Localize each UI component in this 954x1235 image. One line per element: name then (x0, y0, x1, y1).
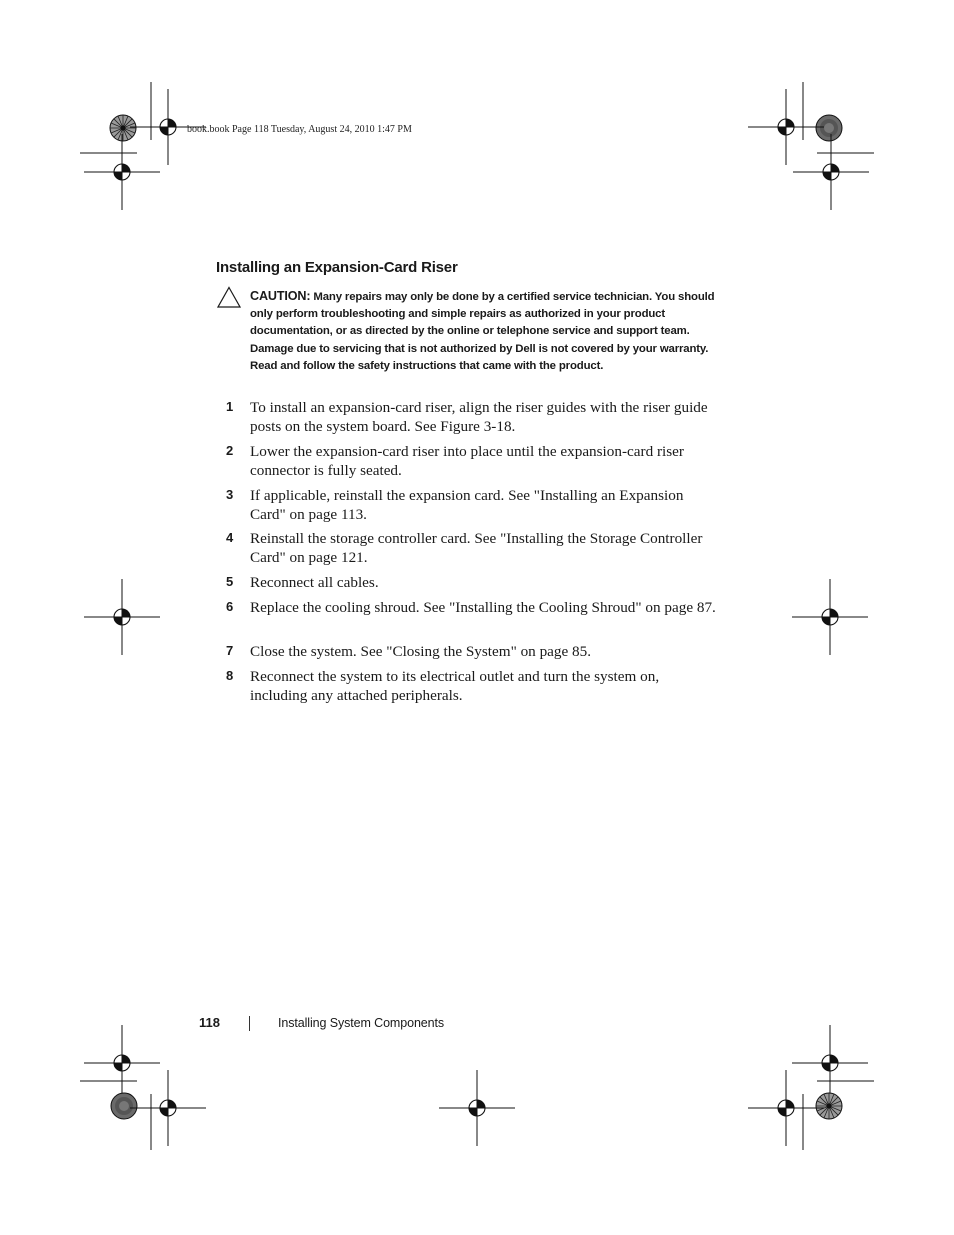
registration-crosshair-icon (84, 579, 160, 655)
step-text: Reconnect the system to its electrical outlet and turn the system on, including any attached peripherals. (250, 668, 660, 705)
step-text: Reinstall the storage controller card. See "Installing the Storage Controller Card" on page 121. (250, 530, 703, 567)
registration-crosshair-icon (793, 134, 869, 210)
step-text: Close the system. See "Closing the System" on page 85. (250, 643, 592, 660)
registration-crosshair-icon (748, 1070, 824, 1146)
step-number: 5 (226, 574, 234, 589)
step-text: Replace the cooling shroud. See "Installing the Cooling Shroud" on page 87. (250, 599, 716, 616)
registration-crosshair-icon (130, 1070, 206, 1146)
page-number: 118 (199, 1015, 220, 1030)
step-number: 1 (226, 399, 234, 414)
step-number: 3 (226, 487, 234, 502)
step-number: 8 (226, 668, 234, 683)
caution-triangle-icon (217, 286, 241, 308)
caution-label: CAUTION: (250, 289, 311, 303)
step-text: Lower the expansion-card riser into place until the expansion-card riser connector is fully seated. (250, 443, 684, 480)
section-heading: Installing an Expansion-Card Riser (216, 259, 458, 276)
footer-divider (249, 1016, 250, 1031)
color-wheel-icon (816, 1093, 842, 1119)
step-text: Reconnect all cables. (250, 574, 379, 591)
step-number: 4 (226, 530, 234, 545)
registration-crosshair-icon (792, 579, 868, 655)
caution-notice (250, 288, 720, 375)
step-number: 6 (226, 599, 234, 614)
registration-crosshair-icon (84, 1025, 160, 1101)
slug-line: book.book Page 118 Tuesday, August 24, 2010 1:47 PM (187, 124, 412, 135)
step-number: 2 (226, 443, 234, 458)
color-wheel-icon (816, 115, 842, 141)
registration-crosshair-icon (439, 1070, 515, 1146)
registration-crosshair-icon (792, 1025, 868, 1101)
color-wheel-icon (111, 1093, 137, 1119)
footer-section-title: Installing System Components (278, 1016, 445, 1030)
registration-crosshair-icon (748, 89, 824, 165)
step-text: To install an expansion-card riser, align the riser guides with the riser guide posts on the system board. See Figure 3-18. (250, 399, 708, 436)
caution-text: Many repairs may only be done by a certified service technician. You should only perform troubleshooting and simple repairs as authorized in your product documentation, or as directed by the online or telephone service and support team. Damage due to servicing that is not authorized by Dell is not covered by your warranty. Read and follow the safety instructions that came with the product. (250, 291, 715, 372)
registration-crosshair-icon (84, 134, 160, 210)
step-number: 7 (226, 643, 234, 658)
color-wheel-icon (110, 115, 136, 141)
step-text: If applicable, reinstall the expansion card. See "Installing an Expansion Card" on page 113. (250, 487, 684, 524)
